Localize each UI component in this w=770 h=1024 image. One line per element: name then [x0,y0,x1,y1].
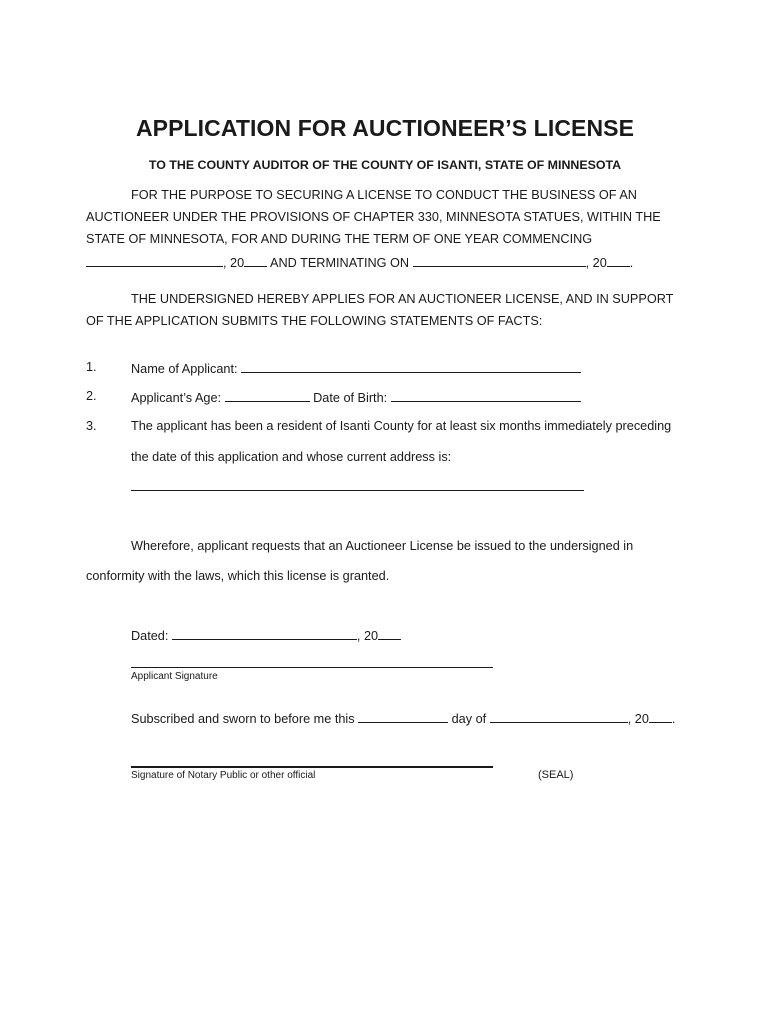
purpose-line-3: STATE OF MINNESOTA, FOR AND DURING THE TERM OF ONE YEAR COMMENCING [86,232,593,246]
form-title: APPLICATION FOR AUCTIONEER’S LICENSE [135,115,635,141]
period: . [671,712,676,726]
day-of-label: day of [448,712,490,726]
current-address-field[interactable] [131,490,584,491]
period: . [629,256,634,270]
name-row [131,360,581,376]
subscribed-label: Subscribed and sworn to before me this [131,712,355,726]
resident-line-2: the date of this application and whose current address is: [131,450,452,464]
item-number-2: 2. [86,389,97,403]
applicant-age-field[interactable] [225,389,310,402]
dated-row [131,627,401,643]
applicant-signature-field[interactable] [131,667,493,668]
statement-line-1: THE UNDERSIGNED HEREBY APPLIES FOR AN AUCTIONEER LICENSE, AND IN SUPPORT [131,292,674,306]
terminating-label: AND TERMINATING ON [267,256,413,270]
statement-line-2: OF THE APPLICATION SUBMITS THE FOLLOWING STATEMENTS OF FACTS: [86,314,543,328]
sworn-day-field[interactable] [358,710,448,723]
commencing-date-field[interactable] [86,254,223,267]
terminating-date-field[interactable] [413,254,586,267]
age-dob-row [131,389,581,405]
commencing-year-field[interactable] [244,254,267,267]
dated-label: Dated: [131,629,169,643]
terminating-year-prefix: , 20 [585,256,607,270]
sworn-year-prefix: , 20 [627,712,649,726]
dated-date-field[interactable] [172,627,357,640]
wherefore-line-1: Wherefore, applicant requests that an Auctioneer License be issued to the undersigned in [131,539,634,553]
notary-signature-label: Signature of Notary Public or other official [131,770,316,781]
subscribed-row [131,710,675,726]
sworn-year-field[interactable] [649,710,672,723]
dated-year-prefix: , 20 [356,629,379,643]
dob-label: Date of Birth: [313,391,388,405]
resident-line-1: The applicant has been a resident of Isanti County for at least six months immediately preceding [131,419,672,433]
dated-year-field[interactable] [378,627,401,640]
applicant-signature-label: Applicant Signature [131,671,218,682]
name-label: Name of Applicant: [131,362,238,376]
age-label: Applicant’s Age: [131,391,222,405]
item-number-1: 1. [86,360,97,374]
notary-signature-field[interactable] [131,766,493,768]
sworn-month-field[interactable] [490,710,628,723]
date-of-birth-field[interactable] [391,389,581,402]
commencing-year-prefix: , 20 [223,256,245,270]
term-dates-line [86,254,633,270]
applicant-name-field[interactable] [241,360,581,373]
form-subtitle: TO THE COUNTY AUDITOR OF THE COUNTY OF ISANTI, STATE OF MINNESOTA [148,158,622,172]
purpose-line-2: AUCTIONEER UNDER THE PROVISIONS OF CHAPTER 330, MINNESOTA STATUES, WITHIN THE [86,210,661,224]
terminating-year-field[interactable] [607,254,630,267]
wherefore-line-2: conformity with the laws, which this license is granted. [86,569,390,583]
purpose-line-1: FOR THE PURPOSE TO SECURING A LICENSE TO CONDUCT THE BUSINESS OF AN [131,188,637,202]
item-number-3: 3. [86,419,97,433]
seal-label: (SEAL) [538,769,574,781]
